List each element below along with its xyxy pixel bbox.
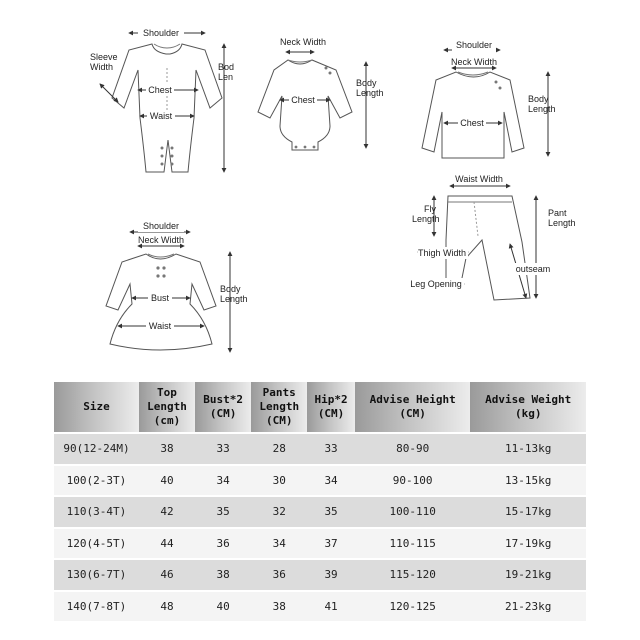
romper-sleeve-width-label: Sleeve Width: [90, 52, 118, 72]
cell-bust: 33: [195, 433, 251, 465]
pants-outseam-label: outseam: [515, 264, 551, 274]
cell-advise-weight: 17-19kg: [470, 528, 586, 560]
pants-waist-width-label: Waist Width: [455, 174, 503, 184]
header-top-length: Top Length (cm): [139, 382, 195, 433]
cell-advise-weight: 11-13kg: [470, 433, 586, 465]
cell-bust: 36: [195, 528, 251, 560]
cell-advise-weight: 21-23kg: [470, 591, 586, 622]
cell-advise-height: 100-110: [355, 496, 471, 528]
bodysuit-chest-label: Chest: [291, 95, 315, 105]
bodysuit-body-length-label: Body Length: [356, 78, 384, 98]
cell-size: 140(7-8T): [54, 591, 139, 622]
cell-pants-length: 38: [251, 591, 307, 622]
cell-hip: 41: [307, 591, 355, 622]
cell-pants-length: 34: [251, 528, 307, 560]
bodysuit-neck-width-label: Neck Width: [279, 37, 327, 47]
header-size: Size: [54, 382, 139, 433]
table-row: [54, 465, 586, 497]
header-pants-length: Pants Length (CM): [251, 382, 307, 433]
romper-diagram: [100, 33, 224, 172]
table-row: [54, 559, 586, 591]
cell-top-length: 48: [139, 591, 195, 622]
romper-body-length-label: Bod Len: [218, 62, 235, 82]
dress-shoulder-label: Shoulder: [142, 221, 180, 231]
cell-top-length: 44: [139, 528, 195, 560]
cell-size: 110(3-4T): [54, 496, 139, 528]
cell-advise-height: 80-90: [355, 433, 471, 465]
pants-thigh-width-label: Thigh Width: [417, 248, 467, 258]
romper-chest-label: Chest: [148, 85, 172, 95]
dress-body-length-label: Body Length: [220, 284, 248, 304]
cell-pants-length: 36: [251, 559, 307, 591]
cell-advise-weight: 19-21kg: [470, 559, 586, 591]
cell-hip: 39: [307, 559, 355, 591]
cell-advise-height: 110-115: [355, 528, 471, 560]
romper-shoulder-label: Shoulder: [142, 28, 180, 38]
cell-advise-height: 120-125: [355, 591, 471, 622]
cell-hip: 35: [307, 496, 355, 528]
table-row: [54, 496, 586, 528]
cell-bust: 38: [195, 559, 251, 591]
top-shoulder-label: Shoulder: [455, 40, 493, 50]
cell-bust: 34: [195, 465, 251, 497]
cell-pants-length: 32: [251, 496, 307, 528]
cell-advise-weight: 13-15kg: [470, 465, 586, 497]
cell-hip: 34: [307, 465, 355, 497]
cell-size: 120(4-5T): [54, 528, 139, 560]
table-row: [54, 591, 586, 622]
cell-advise-weight: 15-17kg: [470, 496, 586, 528]
cell-top-length: 38: [139, 433, 195, 465]
cell-advise-height: 115-120: [355, 559, 471, 591]
size-chart-header-row: [54, 382, 586, 433]
dress-neck-width-label: Neck Width: [137, 235, 185, 245]
top-chest-label: Chest: [460, 118, 484, 128]
header-advise-height: Advise Height (CM): [355, 382, 471, 433]
header-advise-weight: Advise Weight (kg): [470, 382, 586, 433]
cell-top-length: 40: [139, 465, 195, 497]
cell-top-length: 42: [139, 496, 195, 528]
romper-waist-label: Waist: [149, 111, 173, 121]
cell-pants-length: 30: [251, 465, 307, 497]
size-chart-table: [54, 382, 586, 621]
cell-advise-height: 90-100: [355, 465, 471, 497]
cell-hip: 33: [307, 433, 355, 465]
pants-leg-opening-label: Leg Opening: [410, 279, 462, 289]
cell-bust: 35: [195, 496, 251, 528]
cell-size: 90(12-24M): [54, 433, 139, 465]
cell-bust: 40: [195, 591, 251, 622]
header-hip: Hip*2 (CM): [307, 382, 355, 433]
pants-pant-length-label: Pant Length: [548, 208, 576, 228]
pants-fly-length-label: Fly Length: [412, 204, 440, 224]
cell-size: 130(6-7T): [54, 559, 139, 591]
cell-top-length: 46: [139, 559, 195, 591]
cell-pants-length: 28: [251, 433, 307, 465]
dress-waist-label: Waist: [148, 321, 172, 331]
top-neck-width-label: Neck Width: [450, 57, 498, 67]
cell-hip: 37: [307, 528, 355, 560]
dress-bust-label: Bust: [150, 293, 170, 303]
table-row: [54, 433, 586, 465]
table-row: [54, 528, 586, 560]
top-body-length-label: Body Length: [528, 94, 556, 114]
cell-size: 100(2-3T): [54, 465, 139, 497]
header-bust: Bust*2 (CM): [195, 382, 251, 433]
